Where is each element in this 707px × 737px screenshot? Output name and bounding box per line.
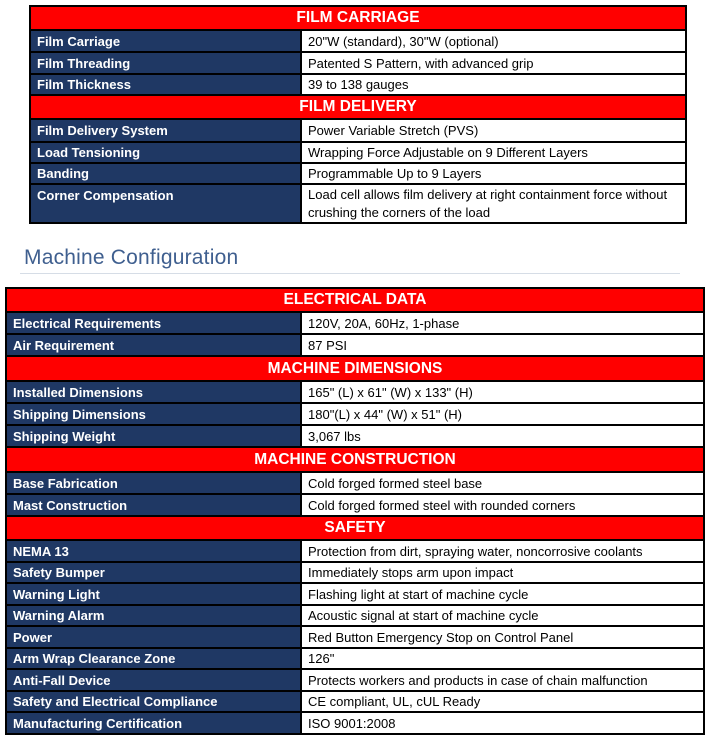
spec-value: Power Variable Stretch (PVS) (301, 119, 686, 142)
spec-label: Arm Wrap Clearance Zone (6, 648, 301, 669)
spec-value: Wrapping Force Adjustable on 9 Different Layers (301, 142, 686, 163)
spec-label: Film Thickness (30, 74, 301, 95)
spec-value: Red Button Emergency Stop on Control Panel (301, 626, 704, 648)
table-row (6, 691, 704, 712)
spec-label: Film Carriage (30, 30, 301, 52)
table-row (6, 626, 704, 648)
spec-label: Corner Compensation (30, 184, 301, 223)
spec-value: Protection from dirt, spraying water, noncorrosive coolants (301, 540, 704, 562)
spec-label: Shipping Dimensions (6, 403, 301, 425)
spec-label: Mast Construction (6, 494, 301, 516)
section-header-machine-construction (6, 447, 704, 472)
spec-value: 165" (L) x 61" (W) x 133" (H) (301, 381, 704, 403)
spec-value: CE compliant, UL, cUL Ready (301, 691, 704, 712)
spec-value: ISO 9001:2008 (301, 712, 704, 734)
table-row (30, 30, 686, 52)
table-row (6, 669, 704, 691)
spec-label: Air Requirement (6, 334, 301, 356)
spec-label: Film Threading (30, 52, 301, 74)
table-row (30, 142, 686, 163)
section-title: MACHINE CONSTRUCTION (6, 447, 704, 472)
section-header-safety (6, 516, 704, 540)
spec-value: Cold forged formed steel with rounded corners (301, 494, 704, 516)
table-row (6, 583, 704, 605)
spec-label: Warning Light (6, 583, 301, 605)
table-row (30, 52, 686, 74)
table-row (6, 712, 704, 734)
spec-value: Flashing light at start of machine cycle (301, 583, 704, 605)
table-row (30, 119, 686, 142)
spec-value: Load cell allows film delivery at right containment force without crushing the corners of the load (301, 184, 686, 223)
machine-configuration-heading: Machine Configuration (24, 246, 239, 269)
spec-value: 3,067 lbs (301, 425, 704, 447)
table-row (6, 312, 704, 334)
table-row (6, 472, 704, 494)
table-row (30, 184, 686, 223)
spec-value: Immediately stops arm upon impact (301, 562, 704, 583)
section-title: FILM CARRIAGE (30, 6, 686, 30)
spec-label: Load Tensioning (30, 142, 301, 163)
spec-value: 126" (301, 648, 704, 669)
spec-value: Programmable Up to 9 Layers (301, 163, 686, 184)
spec-value: 39 to 138 gauges (301, 74, 686, 95)
section-header-electrical-data (6, 288, 704, 312)
spec-label: Installed Dimensions (6, 381, 301, 403)
spec-value: Acoustic signal at start of machine cycle (301, 605, 704, 626)
spec-label: Safety and Electrical Compliance (6, 691, 301, 712)
spec-value: Patented S Pattern, with advanced grip (301, 52, 686, 74)
heading-divider (20, 273, 680, 274)
spec-label: Electrical Requirements (6, 312, 301, 334)
film-spec-table (29, 5, 687, 224)
section-title: FILM DELIVERY (30, 95, 686, 119)
section-header-film-delivery (30, 95, 686, 119)
spec-label: Power (6, 626, 301, 648)
spec-value: 87 PSI (301, 334, 704, 356)
spec-label: NEMA 13 (6, 540, 301, 562)
spec-label: Safety Bumper (6, 562, 301, 583)
spec-label: Film Delivery System (30, 119, 301, 142)
spec-label: Anti-Fall Device (6, 669, 301, 691)
table-row (6, 562, 704, 583)
spec-label: Warning Alarm (6, 605, 301, 626)
table-row (30, 163, 686, 184)
spec-value: Cold forged formed steel base (301, 472, 704, 494)
section-title: ELECTRICAL DATA (6, 288, 704, 312)
spec-value: Protects workers and products in case of chain malfunction (301, 669, 704, 691)
table-row (6, 381, 704, 403)
section-title: SAFETY (6, 516, 704, 540)
table-row (6, 648, 704, 669)
table-row (30, 74, 686, 95)
table-row (6, 403, 704, 425)
section-title: MACHINE DIMENSIONS (6, 356, 704, 381)
spec-label: Shipping Weight (6, 425, 301, 447)
table-row (6, 494, 704, 516)
spec-value: 180"(L) x 44" (W) x 51" (H) (301, 403, 704, 425)
spec-label: Manufacturing Certification (6, 712, 301, 734)
section-header-machine-dimensions (6, 356, 704, 381)
table-row (6, 605, 704, 626)
section-header-film-carriage (30, 6, 686, 30)
spec-label: Base Fabrication (6, 472, 301, 494)
table-row (6, 334, 704, 356)
table-row (6, 425, 704, 447)
machine-config-table (5, 287, 705, 735)
table-row (6, 540, 704, 562)
spec-value: 20"W (standard), 30"W (optional) (301, 30, 686, 52)
spec-value: 120V, 20A, 60Hz, 1-phase (301, 312, 704, 334)
spec-label: Banding (30, 163, 301, 184)
